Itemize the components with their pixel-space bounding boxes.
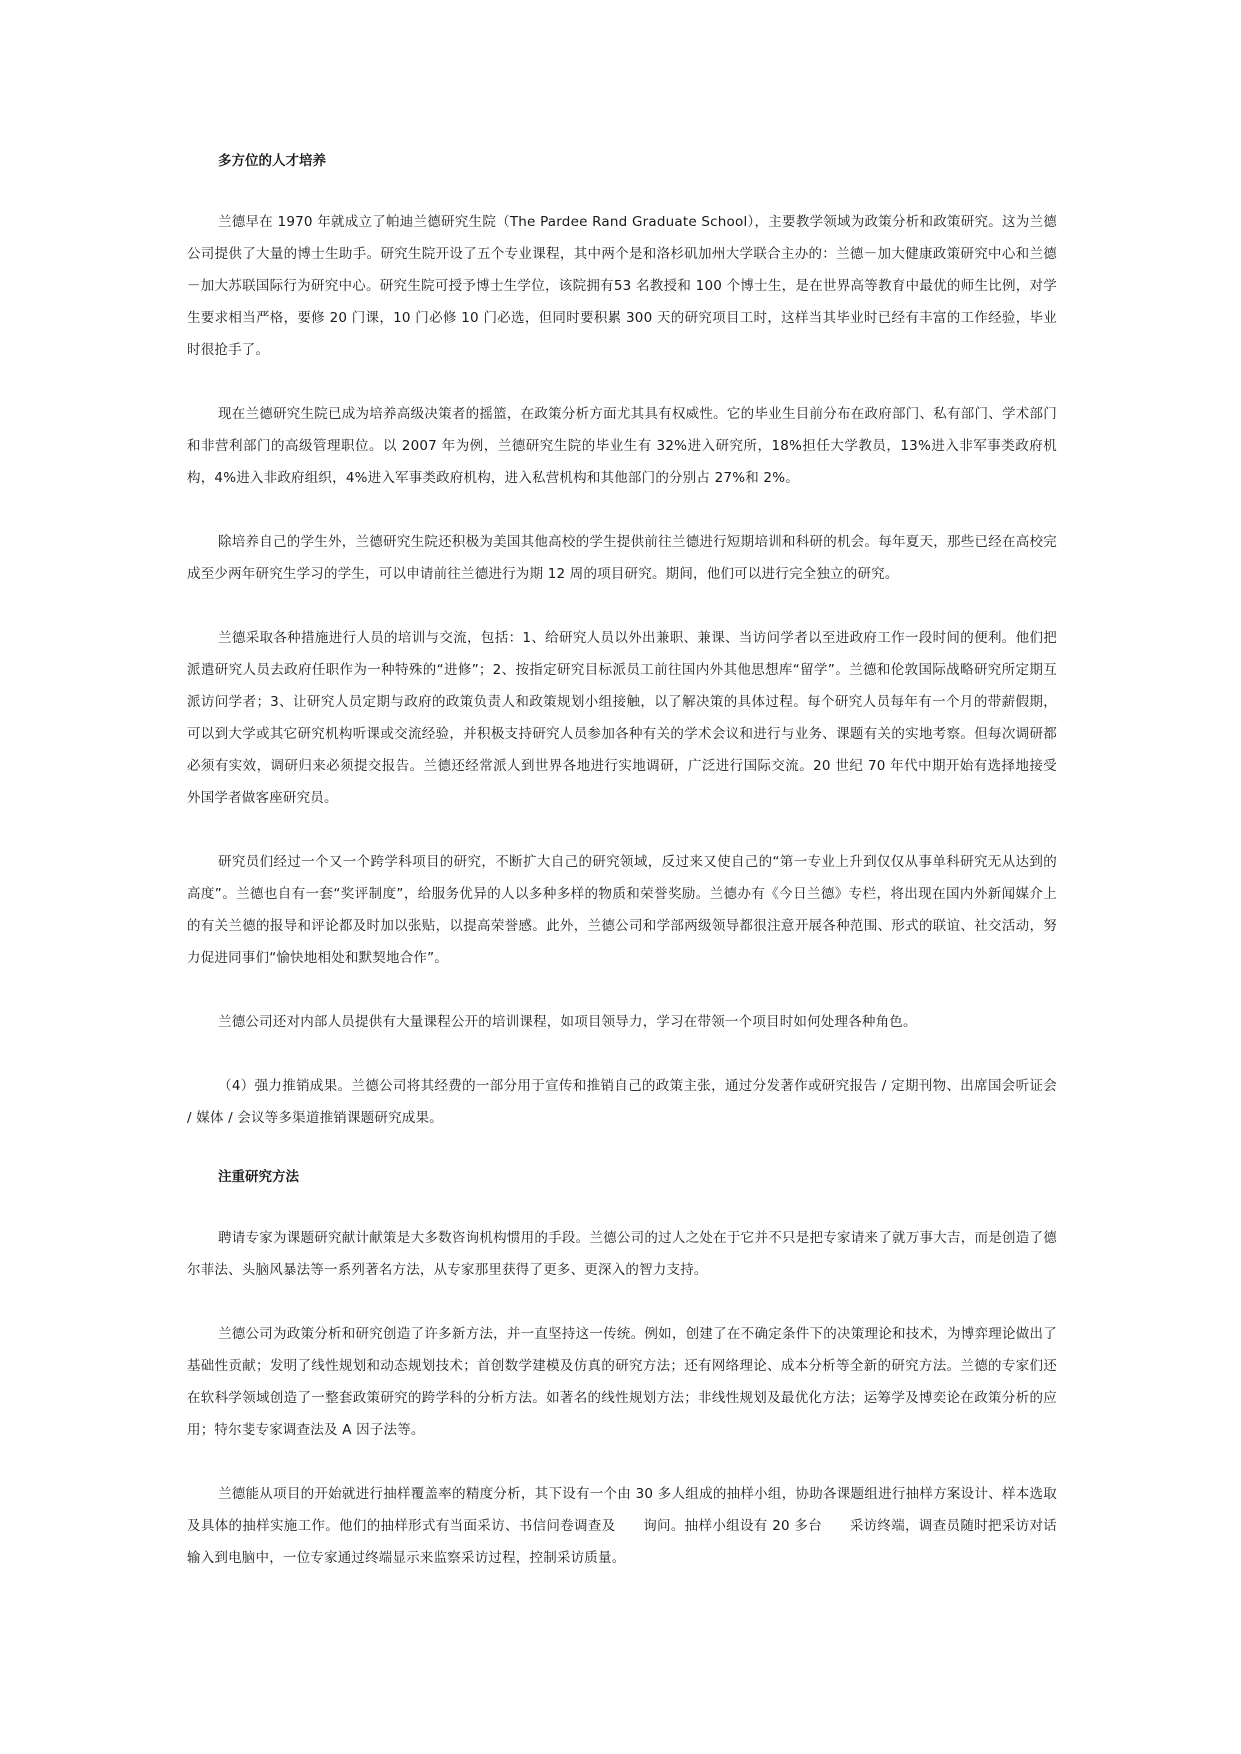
spacer [187, 1286, 1057, 1318]
paragraph: 现在兰德研究生院已成为培养高级决策者的摇篮，在政策分析方面尤其具有权威性。它的毕业生目前分布在政府部门、私有部门、学术部门和非营利部门的高级管理职位。以 2007 年为例，兰德研究生院的毕业生有 32%进入研究所，18%担任大学教员，13%进入非军事类政府机构，4%进入非政府组织，4%进入军事类政府机构，进入私营机构和其他部门的分别占 27%和 2%。 [187, 406, 1057, 486]
spacer [187, 1134, 1057, 1166]
spacer [187, 814, 1057, 846]
section-heading-methods: 注重研究方法 [218, 1169, 299, 1185]
spacer [187, 366, 1057, 398]
spacer [187, 1446, 1057, 1478]
paragraph: 兰德采取各种措施进行人员的培训与交流，包括：1、给研究人员以外出兼职、兼课、当访问学者以至进政府工作一段时间的便利。他们把派遣研究人员去政府任职作为一种特殊的“进修”；2、按指定研究目标派员工前往国内外其他思想库“留学”。兰德和伦敦国际战略研究所定期互派访问学者；3、让研究人员定期与政府的政策负责人和政策规划小组接触，以了解决策的具体过程。每个研究人员每年有一个月的带薪假期，可以到大学或其它研究机构听课或交流经验，并积极支持研究人员参加各种有关的学术会议和进行与业务、课题有关的实地考察。但每次调研都必须有实效，调研归来必须提交报告。兰德还经常派人到世界各地进行实地调研，广泛进行国际交流。20 世纪 70 年代中期开始有选择地接受外国学者做客座研究员。 [187, 630, 1057, 806]
section-heading-talent: 多方位的人才培养 [218, 153, 326, 169]
spacer [187, 590, 1057, 622]
paragraph: 兰德能从项目的开始就进行抽样覆盖率的精度分析，其下设有一个由 30 多人组成的抽样小组，协助各课题组进行抽样方案设计、样本选取及具体的抽样实施工作。他们的抽样形式有当面采访、书信问卷调查及 询问。抽样小组设有 20 多台 采访终端，调查员随时把采访对话输入到电脑中，一位专家通过终端显示来监察采访过程，控制采访质量。 [187, 1486, 1057, 1566]
paragraph: 兰德公司还对内部人员提供有大量课程公开的培训课程，如项目领导力，学习在带领一个项目时如何处理各种角色。 [218, 1014, 917, 1030]
paragraph: 除培养自己的学生外，兰德研究生院还积极为美国其他高校的学生提供前往兰德进行短期培训和科研的机会。每年夏天，那些已经在高校完成至少两年研究生学习的学生，可以申请前往兰德进行为期 12 周的项目研究。期间，他们可以进行完全独立的研究。 [187, 534, 1057, 582]
paragraph: 兰德早在 1970 年就成立了帕迪兰德研究生院（The Pardee Rand Graduate School），主要教学领域为政策分析和政策研究。这为兰德公司提供了大量的博士生助手。研究生院开设了五个专业课程，其中两个是和洛杉矶加州大学联合主办的：兰德－加大健康政策研究中心和兰德－加大苏联国际行为研究中心。研究生院可授予博士生学位，该院拥有53 名教授和 100 个博士生，是在世界高等教育中最优的师生比例，对学生要求相当严格，要修 20 门课，10 门必修 10 门必选，但同时要积累 300 天的研究项目工时，这样当其毕业时已经有丰富的工作经验，毕业时很抢手了。 [187, 214, 1057, 358]
spacer [187, 1038, 1057, 1070]
document-page [187, 150, 1062, 1574]
spacer [187, 974, 1057, 1006]
paragraph: 聘请专家为课题研究献计献策是大多数咨询机构惯用的手段。兰德公司的过人之处在于它并不只是把专家请来了就万事大吉，而是创造了德尔菲法、头脑风暴法等一系列著名方法，从专家那里获得了更多、更深入的智力支持。 [187, 1230, 1057, 1278]
spacer [187, 172, 1057, 206]
paragraph: 兰德公司为政策分析和研究创造了许多新方法，并一直坚持这一传统。例如，创建了在不确定条件下的决策理论和技术，为博弈理论做出了基础性贡献；发明了线性规划和动态规划技术；首创数学建模及仿真的研究方法；还有网络理论、成本分析等全新的研究方法。兰德的专家们还在软科学领域创造了一整套政策研究的跨学科的分析方法。如著名的线性规划方法；非线性规划及最优化方法；运筹学及博奕论在政策分析的应用；特尔斐专家调查法及 A 因子法等。 [187, 1326, 1057, 1438]
paragraph: （4）强力推销成果。兰德公司将其经费的一部分用于宣传和推销自己的政策主张，通过分发著作或研究报告 / 定期刊物、出席国会听证会 / 媒体 / 会议等多渠道推销课题研究成果。 [187, 1078, 1062, 1126]
spacer [187, 1188, 1057, 1222]
spacer [187, 494, 1057, 526]
paragraph: 研究员们经过一个又一个跨学科项目的研究，不断扩大自己的研究领域，反过来又使自己的“第一专业上升到仅仅从事单科研究无从达到的高度”。兰德也自有一套“奖评制度”，给服务优异的人以多种多样的物质和荣誉奖励。兰德办有《今日兰德》专栏，将出现在国内外新闻媒介上的有关兰德的报导和评论都及时加以张贴，以提高荣誉感。此外，兰德公司和学部两级领导都很注意开展各种范围、形式的联谊、社交活动，努力促进同事们“愉快地相处和默契地合作”。 [187, 854, 1057, 966]
